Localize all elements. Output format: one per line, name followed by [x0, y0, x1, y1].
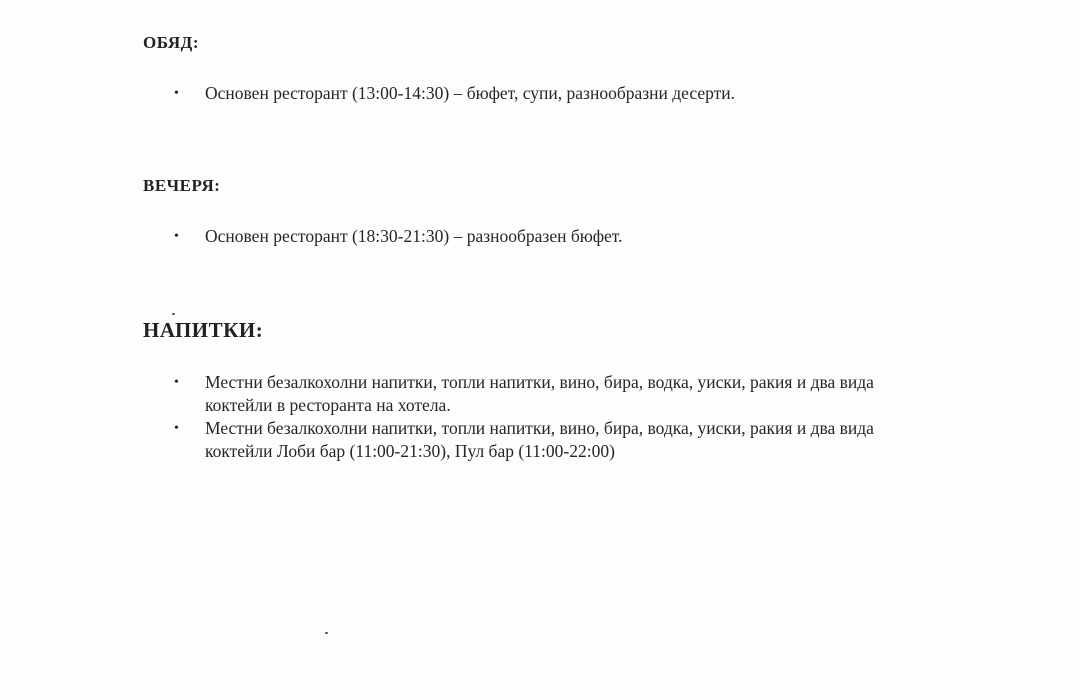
bullet-icon: •: [174, 229, 179, 244]
list-item-text: Местни безалкохолни напитки, топли напитки, вино, бира, водка, уиски, ракия и два вида коктейли Лоби бар (11:00-21:30), Пул бар (11:00-22:00): [205, 418, 874, 461]
list-item-text: Местни безалкохолни напитки, топли напитки, вино, бира, водка, уиски, ракия и два вида коктейли в ресторанта на хотела.: [205, 372, 874, 415]
scan-speck: [325, 632, 328, 634]
dinner-list: [174, 225, 934, 248]
bullet-icon: •: [174, 421, 179, 436]
list-item: [174, 417, 934, 463]
list-item-text: Основен ресторант (18:30-21:30) – разнообразен бюфет.: [205, 226, 623, 246]
bullet-icon: •: [174, 375, 179, 390]
drinks-heading: НАПИТКИ:: [143, 318, 264, 342]
list-item: [174, 225, 934, 248]
dinner-heading: ВЕЧЕРЯ:: [143, 176, 221, 195]
scan-speck: [172, 313, 175, 315]
list-item: [174, 371, 934, 417]
list-item: [174, 82, 934, 105]
lunch-list: [174, 82, 934, 105]
bullet-icon: •: [174, 86, 179, 101]
list-item-text: Основен ресторант (13:00-14:30) – бюфет, супи, разнообразни десерти.: [205, 83, 736, 103]
drinks-list: [174, 371, 934, 463]
lunch-heading: ОБЯД:: [143, 33, 200, 52]
